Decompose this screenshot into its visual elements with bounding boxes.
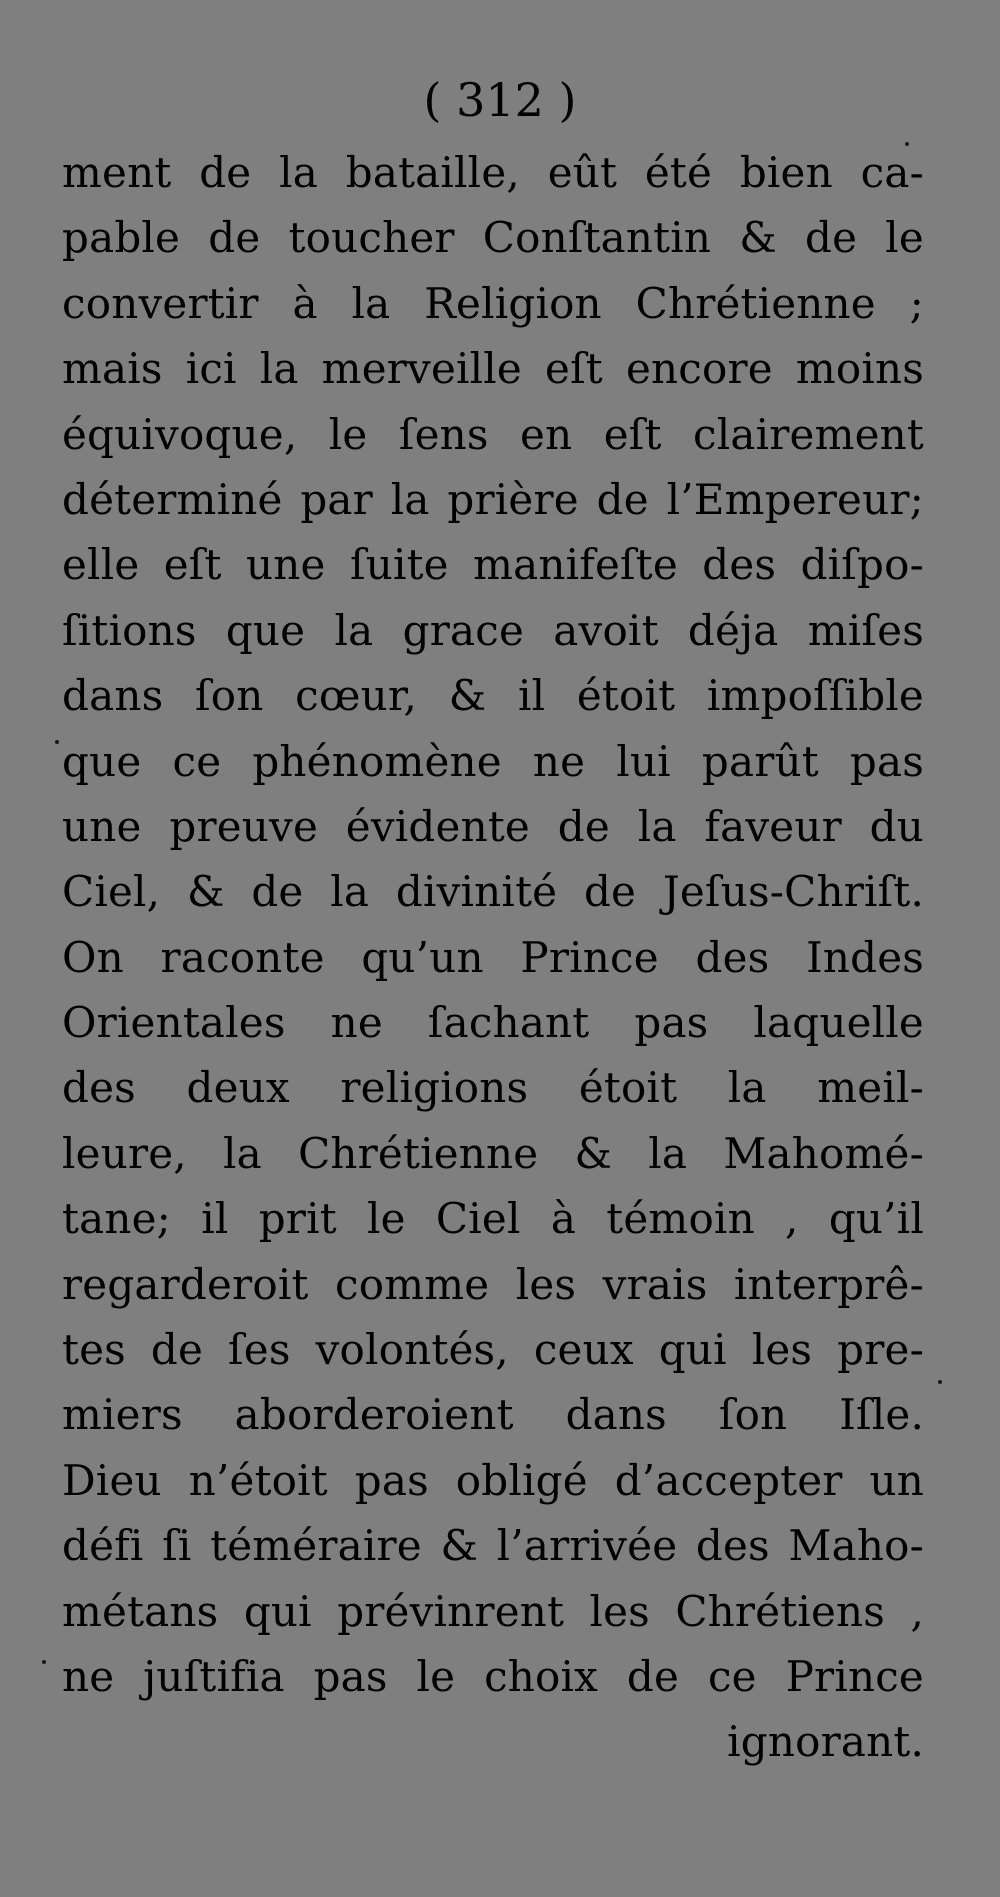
scan-speck — [42, 1660, 46, 1664]
text-line: Ciel, & de la divinité de Jeſus-Chriſt. — [62, 867, 924, 917]
text-line: miers aborderoient dans ſon Iſle. — [62, 1390, 924, 1440]
text-line: déterminé par la prière de l’Empereur; — [62, 474, 924, 524]
text-line: pable de toucher Conſtantin & de le — [62, 213, 924, 263]
text-line: tes de ſes volontés, ceux qui les pre- — [62, 1325, 924, 1375]
text-line: elle eſt une ſuite manifeſte des diſpo- — [62, 540, 924, 590]
text-line: des deux religions étoit la meil- — [62, 1063, 924, 1113]
text-line: mais ici la merveille eſt encore moins — [62, 344, 924, 394]
text-line: regarderoit comme les vrais interprê- — [62, 1259, 924, 1309]
text-line: ſitions que la grace avoit déja miſes — [62, 605, 924, 655]
text-line: dans ſon cœur, & il étoit impoſſible — [62, 671, 924, 721]
scan-speck — [905, 142, 909, 146]
text-line-catchword: ignorant. — [727, 1717, 924, 1767]
text-line: convertir à la Religion Chrétienne ; — [62, 278, 924, 328]
text-line: leure, la Chrétienne & la Mahomé- — [62, 1128, 924, 1178]
scan-speck — [938, 1380, 942, 1384]
text-line: que ce phénomène ne lui parût pas — [62, 736, 924, 786]
text-line: équivoque, le ſens en eſt clairement — [62, 409, 924, 459]
body-text — [62, 140, 924, 1775]
text-line: tane; il prit le Ciel à témoin , qu’il — [62, 1194, 924, 1244]
text-line: défi ſi téméraire & l’arrivée des Maho- — [62, 1521, 924, 1571]
text-line: une preuve évidente de la faveur du — [62, 801, 924, 851]
text-line: Dieu n’étoit pas obligé d’accepter un — [62, 1455, 924, 1505]
text-line: ment de la bataille, eût été bien ca- — [62, 148, 924, 197]
text-line: On raconte qu’un Prince des Indes — [62, 932, 924, 982]
text-line: Orientales ne ſachant pas laquelle — [62, 998, 924, 1048]
scan-speck — [55, 740, 59, 744]
page-number: ( 312 ) — [423, 73, 577, 127]
text-line: ne juſtifia pas le choix de ce Prince — [62, 1651, 924, 1701]
text-line: métans qui prévinrent les Chrétiens , — [62, 1586, 924, 1636]
